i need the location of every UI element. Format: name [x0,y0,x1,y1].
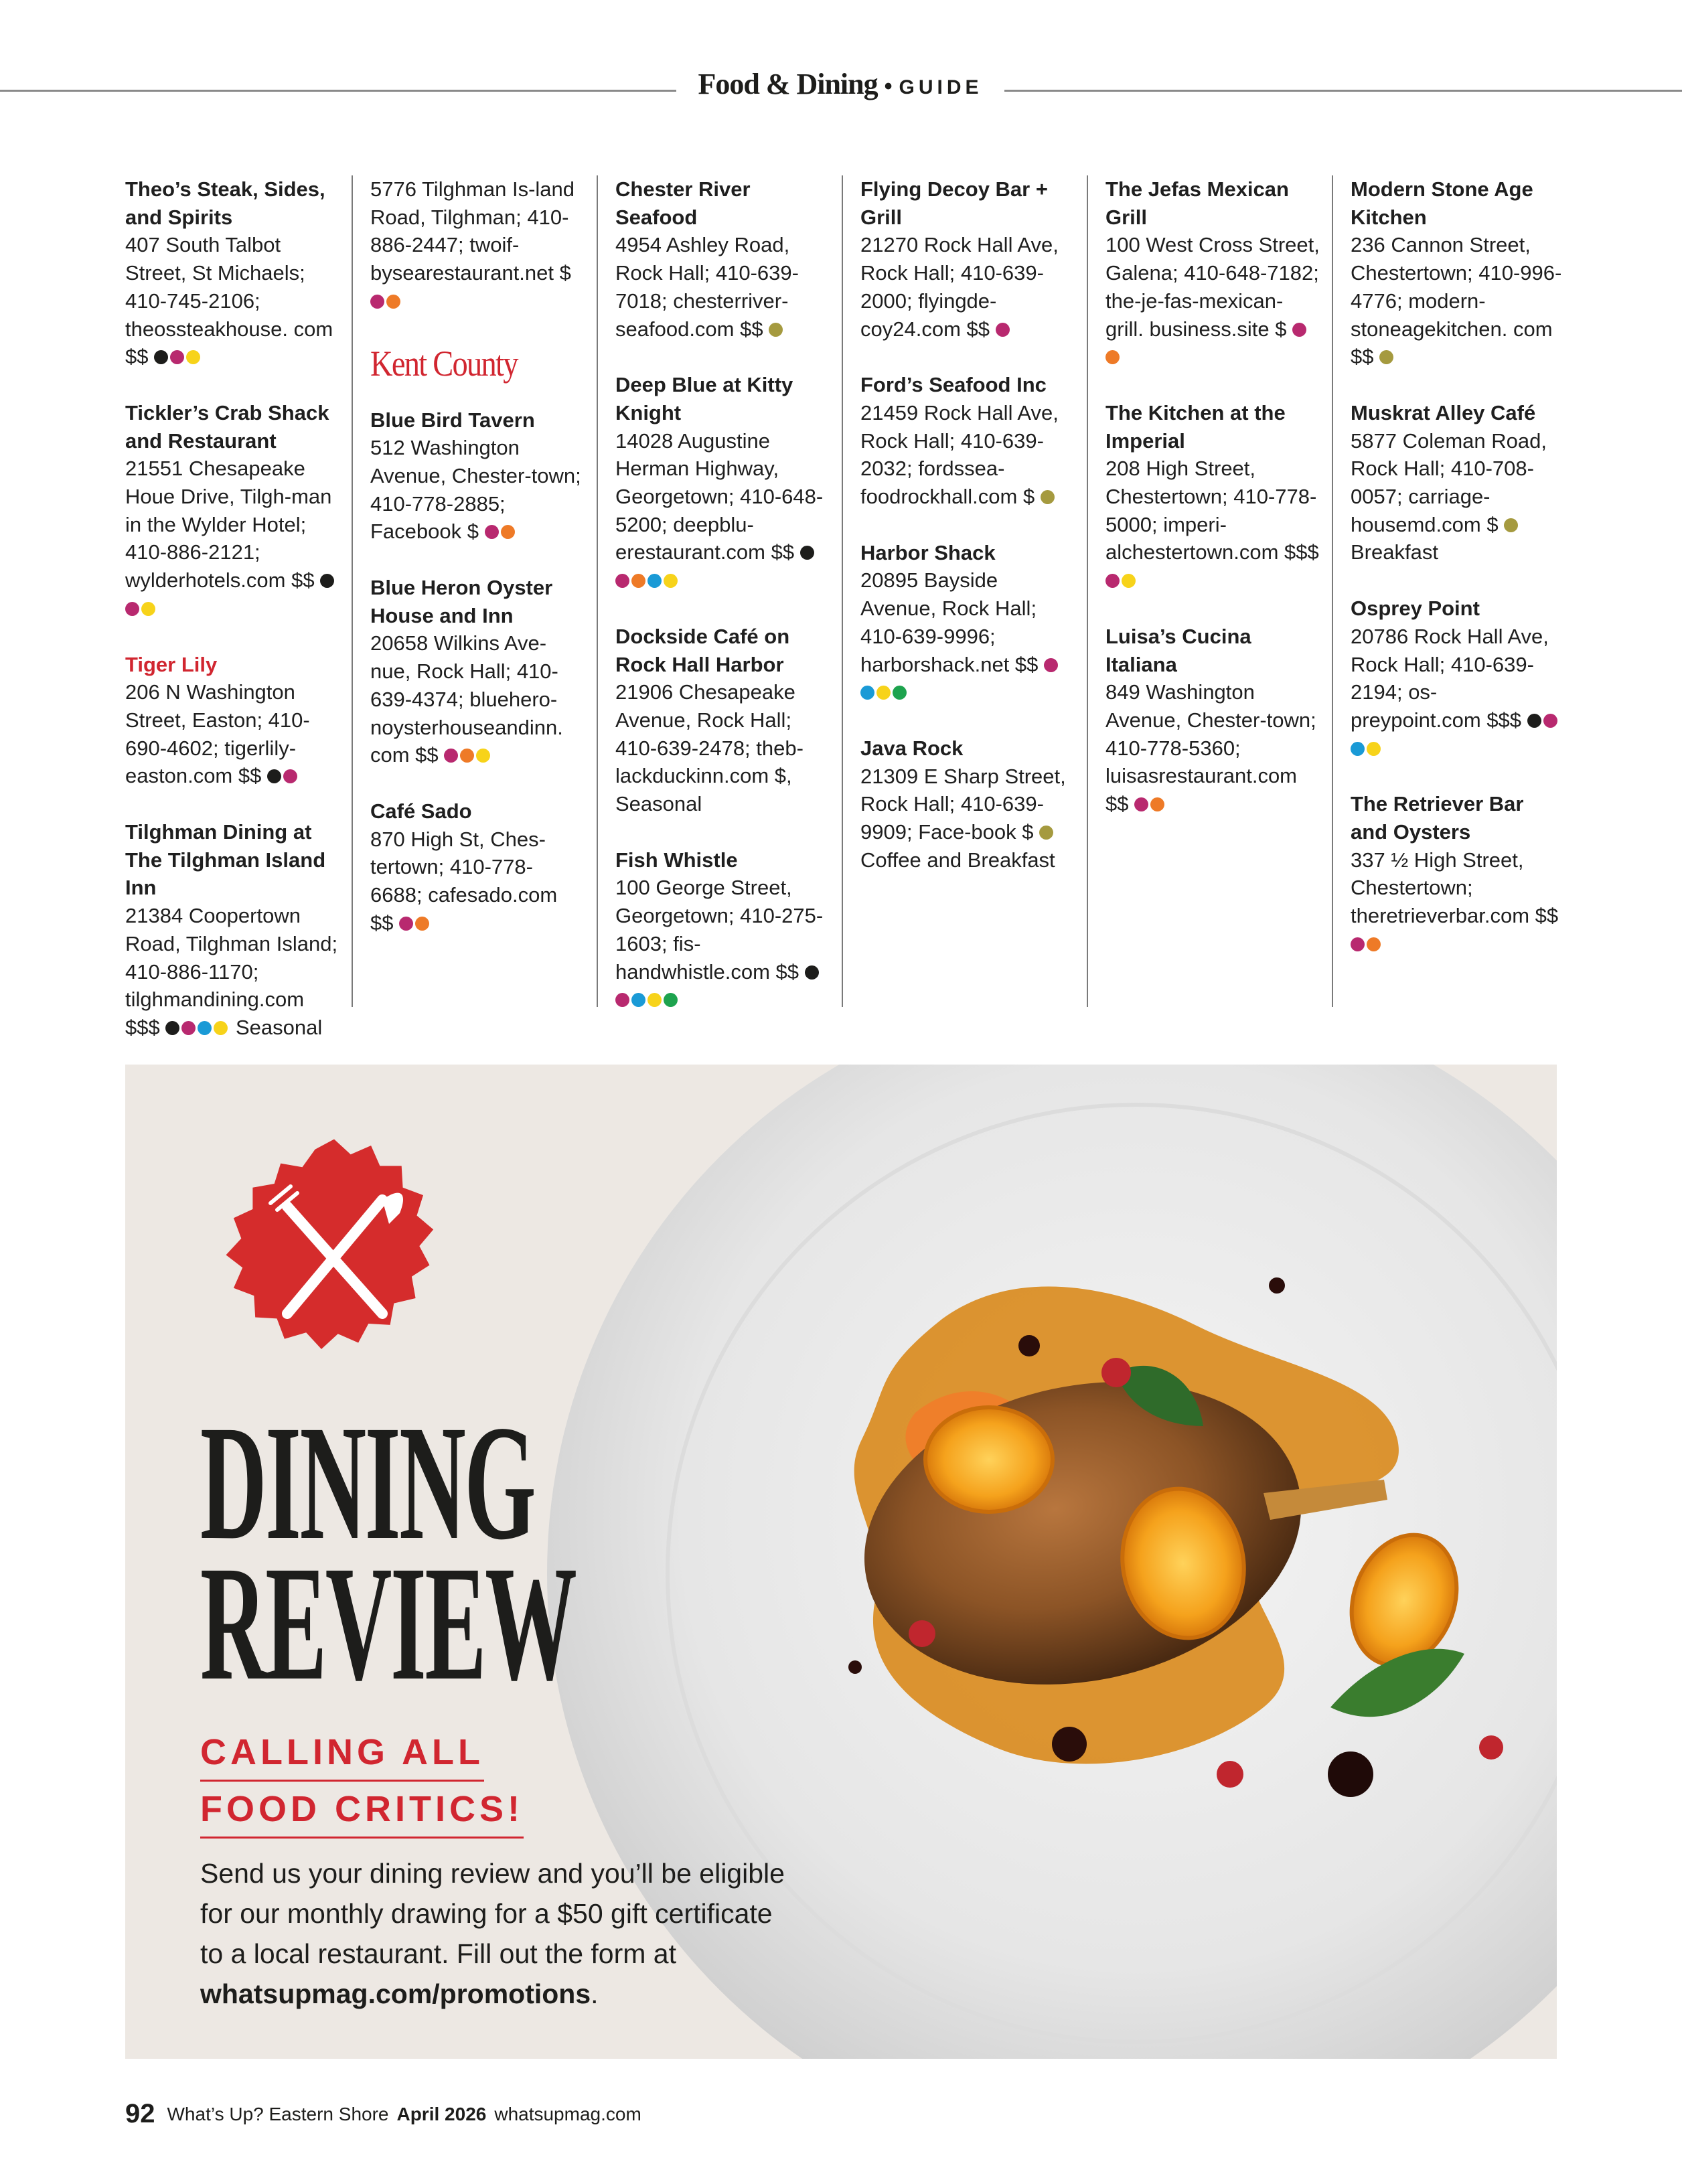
restaurant-entry [1105,623,1320,818]
restaurant-entry [860,539,1075,706]
black-category-dot-icon [320,574,334,588]
magenta-category-dot-icon [615,574,629,588]
restaurant-details [860,763,1075,874]
restaurant-entry [615,623,830,818]
yellow-category-dot-icon [876,686,891,700]
magenta-category-dot-icon [283,769,297,783]
restaurant-address-contact: 100 West Cross Street, Galena; 410-648-7182; the-je-fas-mexican-grill. business.site $ [1105,233,1320,341]
restaurant-note: Seasonal [235,1015,323,1039]
restaurant-details [860,566,1075,706]
restaurant-entry [1105,175,1320,371]
restaurant-address-contact: 337 ½ High Street, Chestertown; theretrieverbar.com $$ [1351,848,1559,928]
olive-category-dot-icon [1504,518,1518,532]
restaurant-name: Blue Heron Oyster House and Inn [370,576,553,627]
yellow-category-dot-icon [1367,742,1381,756]
restaurant-details [615,231,830,343]
magenta-category-dot-icon [1351,937,1365,951]
magenta-category-dot-icon [615,993,629,1007]
column-divider [352,175,353,1007]
restaurant-address-contact: 21384 Coopertown Road, Tilghman Island; 410-886-1170; tilghmandining.com $$$ [125,904,338,1039]
restaurant-details [125,902,339,1042]
county-heading: Kent County [370,343,518,384]
calling-all-food-critics [200,1726,524,1840]
restaurant-address-contact: 20658 Wilkins Ave-nue, Rock Hall; 410-639-4374; bluehero-noysterhouseandinn. com $$ [370,631,563,767]
restaurant-note: Breakfast [1351,540,1438,564]
restaurant-entry [125,651,339,791]
restaurant-name: Modern Stone Age Kitchen [1351,177,1533,229]
magenta-category-dot-icon [1134,797,1148,811]
header-rule-left [0,90,676,92]
magenta-category-dot-icon [1105,574,1120,588]
listing-column [1105,175,1320,846]
magenta-category-dot-icon [1292,323,1306,337]
green-category-dot-icon [664,993,678,1007]
restaurant-name: Muskrat Alley Café [1351,400,1536,424]
orange-category-dot-icon [386,295,400,309]
black-category-dot-icon [800,546,814,560]
yellow-category-dot-icon [186,350,200,364]
restaurant-name: The Kitchen at the Imperial [1105,400,1286,453]
page-footer [125,2099,641,2129]
restaurant-name: Harbor Shack [860,540,996,564]
yellow-category-dot-icon [141,602,155,616]
restaurant-address-contact: 512 Washington Avenue, Chester-town; 410-778-2885; Facebook $ [370,436,581,544]
restaurant-entry [615,175,830,343]
restaurant-name: Tilghman Dining at The Tilghman Island Inn [125,820,326,900]
restaurant-address-contact: 21309 E Sharp Street, Rock Hall; 410-639-9909; Face-book $ [860,764,1066,844]
restaurant-name: The Retriever Bar and Oysters [1351,792,1524,844]
restaurant-details [860,231,1075,343]
restaurant-entry [615,846,830,1014]
magenta-category-dot-icon [1044,658,1058,672]
promo-body [200,1853,803,2014]
restaurant-details [1351,846,1565,958]
blue-category-dot-icon [631,993,645,1007]
restaurant-address-contact: 20786 Rock Hall Ave, Rock Hall; 410-639-2194; os-preypoint.com $$$ [1351,624,1549,732]
restaurant-details [1105,231,1320,371]
restaurant-entry [125,399,339,623]
restaurant-entry [1351,595,1565,762]
restaurant-name: Tickler’s Crab Shack and Restaurant [125,400,329,453]
magenta-category-dot-icon [996,323,1010,337]
column-divider [842,175,843,1007]
black-category-dot-icon [165,1021,179,1035]
restaurant-details [370,434,585,546]
black-category-dot-icon [805,965,819,980]
restaurant-address-contact: 4954 Ashley Road, Rock Hall; 410-639-7018; chesterriver-seafood.com $$ [615,233,799,341]
listing-column [860,175,1075,902]
magenta-category-dot-icon [370,295,384,309]
restaurant-details [125,455,339,622]
restaurant-address-contact: 21906 Chesapeake Avenue, Rock Hall; 410-639-2478; theb-lackduckinn.com $, Seasonal [615,680,804,816]
blue-category-dot-icon [198,1021,212,1035]
restaurant-name: Chester River Seafood [615,177,751,229]
orange-category-dot-icon [631,574,645,588]
black-category-dot-icon [154,350,168,364]
restaurant-details [615,874,830,1014]
restaurant-details [370,629,585,769]
restaurant-address-contact: 5776 Tilghman Is-land Road, Tilghman; 410-886-2447; twoif-bysearestaurant.net $ [370,177,575,285]
magazine-name: What’s Up? Eastern Shore [167,2104,389,2124]
restaurant-entry [860,734,1075,874]
restaurant-entry [1351,790,1565,957]
restaurant-name: Theo’s Steak, Sides, and Spirits [125,177,325,229]
magenta-category-dot-icon [485,525,499,539]
magenta-category-dot-icon [125,602,139,616]
promo-title-line2: REVIEW [200,1533,576,1715]
restaurant-entry [860,371,1075,511]
section-header [676,67,1004,101]
header-title: Food & Dining [698,68,878,100]
orange-category-dot-icon [460,749,474,763]
restaurant-details [125,678,339,790]
restaurant-name: Ford’s Seafood Inc [860,373,1047,397]
restaurant-details [1351,427,1565,567]
orange-category-dot-icon [1367,937,1381,951]
calling-line1: CALLING ALL [200,1726,484,1782]
orange-category-dot-icon [415,917,429,931]
column-divider [1087,175,1088,1007]
yellow-category-dot-icon [214,1021,228,1035]
yellow-category-dot-icon [476,749,490,763]
listing-column [125,175,339,1070]
restaurant-name: Java Rock [860,736,964,760]
black-category-dot-icon [267,769,281,783]
restaurant-address-contact: 208 High Street, Chestertown; 410-778-5000; imperi-alchestertown.com $$$ [1105,457,1319,564]
blue-category-dot-icon [647,574,662,588]
promo-body-period: . [591,1978,599,2009]
restaurant-name: Café Sado [370,799,472,823]
restaurant-name: Blue Bird Tavern [370,408,535,432]
fork-knife-badge-icon [200,1119,468,1387]
calling-line2: FOOD CRITICS! [200,1783,524,1839]
yellow-category-dot-icon [647,993,662,1007]
restaurant-name: Dockside Café on Rock Hall Harbor [615,624,790,676]
restaurant-details [615,427,830,595]
magenta-category-dot-icon [181,1021,196,1035]
olive-category-dot-icon [1379,350,1393,364]
restaurant-address-contact: 21270 Rock Hall Ave, Rock Hall; 410-639-2000; flyingde-coy24.com $$ [860,233,1059,341]
restaurant-entry [1105,399,1320,595]
restaurant-address-contact: 21551 Chesapeake Houe Drive, Tilgh-man in the Wylder Hotel; 410-886-2121; wylderhotels.com $$ [125,457,332,593]
magenta-category-dot-icon [1543,714,1557,728]
restaurant-listings [125,175,1562,1046]
dining-review-promo [125,1065,1557,2059]
restaurant-address-contact: 14028 Augustine Herman Highway, Georgetown; 410-648-5200; deepblu-erestaurant.com $$ [615,428,824,564]
column-divider [597,175,598,1007]
restaurant-name: Deep Blue at Kitty Knight [615,373,793,424]
restaurant-details [860,399,1075,511]
restaurant-details [370,826,585,937]
restaurant-note: Coffee and Breakfast [860,848,1055,872]
footer-website: whatsupmag.com [494,2104,641,2124]
restaurant-details [370,175,585,315]
promotions-link[interactable]: whatsupmag.com/promotions [200,1978,591,2009]
restaurant-entry [1351,399,1565,566]
restaurant-entry [1351,175,1565,371]
header-rule-right [1004,90,1682,92]
restaurant-entry [370,574,585,769]
restaurant-address-contact: 206 N Washington Street, Easton; 410-690-4602; tigerlily-easton.com $$ [125,680,310,788]
restaurant-address-contact: 20895 Bayside Avenue, Rock Hall; 410-639-9996; harborshack.net $$ [860,568,1039,676]
magenta-category-dot-icon [399,917,413,931]
blue-category-dot-icon [860,686,874,700]
restaurant-details [1351,623,1565,763]
restaurant-entry [125,175,339,371]
restaurant-entry [615,371,830,595]
issue-date: April 2026 [396,2104,487,2124]
listing-column [615,175,830,1042]
restaurant-address-contact: 870 High St, Ches-tertown; 410-778-6688; cafesado.com $$ [370,827,558,935]
green-category-dot-icon [893,686,907,700]
header-bullet: • [884,74,893,99]
orange-category-dot-icon [501,525,515,539]
blue-category-dot-icon [1351,742,1365,756]
header-guide-label: GUIDE [899,76,983,98]
restaurant-address-contact: 5877 Coleman Road, Rock Hall; 410-708-0057; carriage-housemd.com $ [1351,428,1547,536]
restaurant-details [125,231,339,371]
restaurant-address-contact: 236 Cannon Street, Chestertown; 410-996-4776; modern-stoneagekitchen. com $$ [1351,233,1562,369]
listing-column [1351,175,1565,986]
restaurant-entry [370,797,585,937]
restaurant-name: Fish Whistle [615,848,738,872]
black-category-dot-icon [1527,714,1541,728]
orange-category-dot-icon [1150,797,1164,811]
restaurant-name: Luisa’s Cucina Italiana [1105,624,1251,676]
column-divider [1332,175,1333,1007]
restaurant-address-contact: 100 George Street, Georgetown; 410-275-1603; fis-handwhistle.com $$ [615,876,824,984]
restaurant-entry [860,175,1075,343]
restaurant-name: The Jefas Mexican Grill [1105,177,1289,229]
restaurant-entry [370,406,585,546]
olive-category-dot-icon [769,323,783,337]
restaurant-address-contact: 407 South Talbot Street, St Michaels; 410-745-2106; theossteakhouse. com $$ [125,233,333,369]
orange-category-dot-icon [1105,350,1120,364]
magenta-category-dot-icon [170,350,184,364]
restaurant-entry [125,818,339,1042]
olive-category-dot-icon [1041,490,1055,504]
restaurant-details [1105,678,1320,818]
listing-column [370,175,585,965]
restaurant-details [615,678,830,818]
restaurant-details [1105,455,1320,595]
restaurant-entry [370,175,585,315]
restaurant-name: Osprey Point [1351,597,1480,621]
restaurant-details [1351,231,1565,371]
page-number: 92 [125,2099,155,2128]
promo-title-line1: DINING [200,1392,535,1574]
promo-title [200,1392,576,1715]
restaurant-name: Tiger Lily [125,652,218,676]
magenta-category-dot-icon [444,749,458,763]
yellow-category-dot-icon [664,574,678,588]
restaurant-name: Flying Decoy Bar + Grill [860,177,1048,229]
promo-body-text: Send us your dining review and you’ll be eligible for our monthly drawing for a $50 gift certificate to a local restaurant. Fill out the form at [200,1858,785,1969]
yellow-category-dot-icon [1122,574,1136,588]
restaurant-address-contact: 21459 Rock Hall Ave, Rock Hall; 410-639-2032; fordssea-foodrockhall.com $ [860,400,1059,509]
olive-category-dot-icon [1039,826,1053,840]
restaurant-address-contact: 849 Washington Avenue, Chester-town; 410-778-5360; luisasrestaurant.com $$ [1105,680,1316,816]
